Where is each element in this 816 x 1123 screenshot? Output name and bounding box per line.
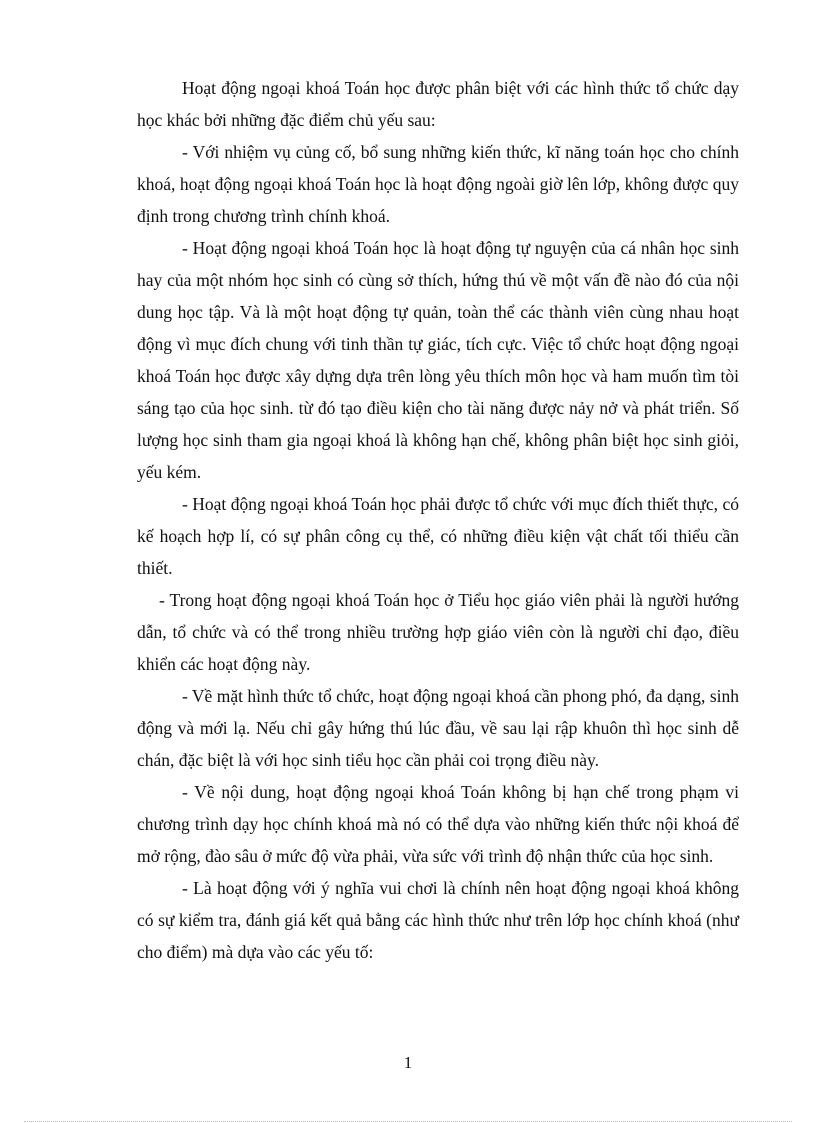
feature-paragraph-consolidation: - Với nhiệm vụ củng cố, bổ sung những kiến thức, kĩ năng toán học cho chính khoá, hoạt động ngoại khoá Toán học là hoạt động ngoài giờ lên lớp, không được quy định trong chương trình chính khoá. xyxy=(137,142,739,226)
feature-paragraph-purpose: - Hoạt động ngoại khoá Toán học phải được tổ chức với mục đích thiết thực, có kế hoạch hợp lí, có sự phân công cụ thể, có những điều kiện vật chất tối thiểu cần thiết. xyxy=(137,494,739,578)
feature-paragraph-teacher-role: - Trong hoạt động ngoại khoá Toán học ở Tiểu học giáo viên phải là người hướng dẫn, tổ chức và có thể trong nhiều trường hợp giáo viên còn là người chỉ đạo, điều khiển các hoạt động này. xyxy=(137,590,739,674)
document-body xyxy=(137,72,739,968)
feature-paragraph-form: - Về mặt hình thức tổ chức, hoạt động ngoại khoá cần phong phó, đa dạng, sinh động và mới lạ. Nếu chỉ gây hứng thú lúc đầu, về sau lại rập khuôn thì học sinh dễ chán, đặc biệt là với học sinh tiểu học cần phải coi trọng điều này. xyxy=(137,686,739,770)
page-bottom-edge xyxy=(24,1121,792,1122)
page-number: 1 xyxy=(403,1053,413,1072)
intro-paragraph: Hoạt động ngoại khoá Toán học được phân biệt với các hình thức tổ chức dạy học khác bởi những đặc điểm chủ yếu sau: xyxy=(137,78,739,130)
feature-paragraph-evaluation: - Là hoạt động với ý nghĩa vui chơi là chính nên hoạt động ngoại khoá không có sự kiểm tra, đánh giá kết quả bằng các hình thức như trên lớp học chính khoá (như cho điểm) mà dựa vào các yếu tố: xyxy=(137,878,739,962)
feature-paragraph-content: - Về nội dung, hoạt động ngoại khoá Toán không bị hạn chế trong phạm vi chương trình dạy học chính khoá mà nó có thể dựa vào những kiến thức nội khoá để mở rộng, đào sâu ở mức độ vừa phải, vừa sức với trình độ nhận thức của học sinh. xyxy=(137,782,739,866)
feature-paragraph-voluntary: - Hoạt động ngoại khoá Toán học là hoạt động tự nguyện của cá nhân học sinh hay của một nhóm học sinh có cùng sở thích, hứng thú về một vấn đề nào đó của nội dung học tập. Và là một hoạt động tự quản, toàn thể các thành viên cùng nhau hoạt động vì mục đích chung với tinh thần tự giác, tích cực. Việc tổ chức hoạt động ngoại khoá Toán học được xây dựng dựa trên lòng yêu thích môn học và ham muốn tìm tòi sáng tạo của học sinh. từ đó tạo điều kiện cho tài năng được nảy nở và phát triển. Số lượng học sinh tham gia ngoại khoá là không hạn chế, không phân biệt học sinh giỏi, yếu kém. xyxy=(137,238,739,482)
